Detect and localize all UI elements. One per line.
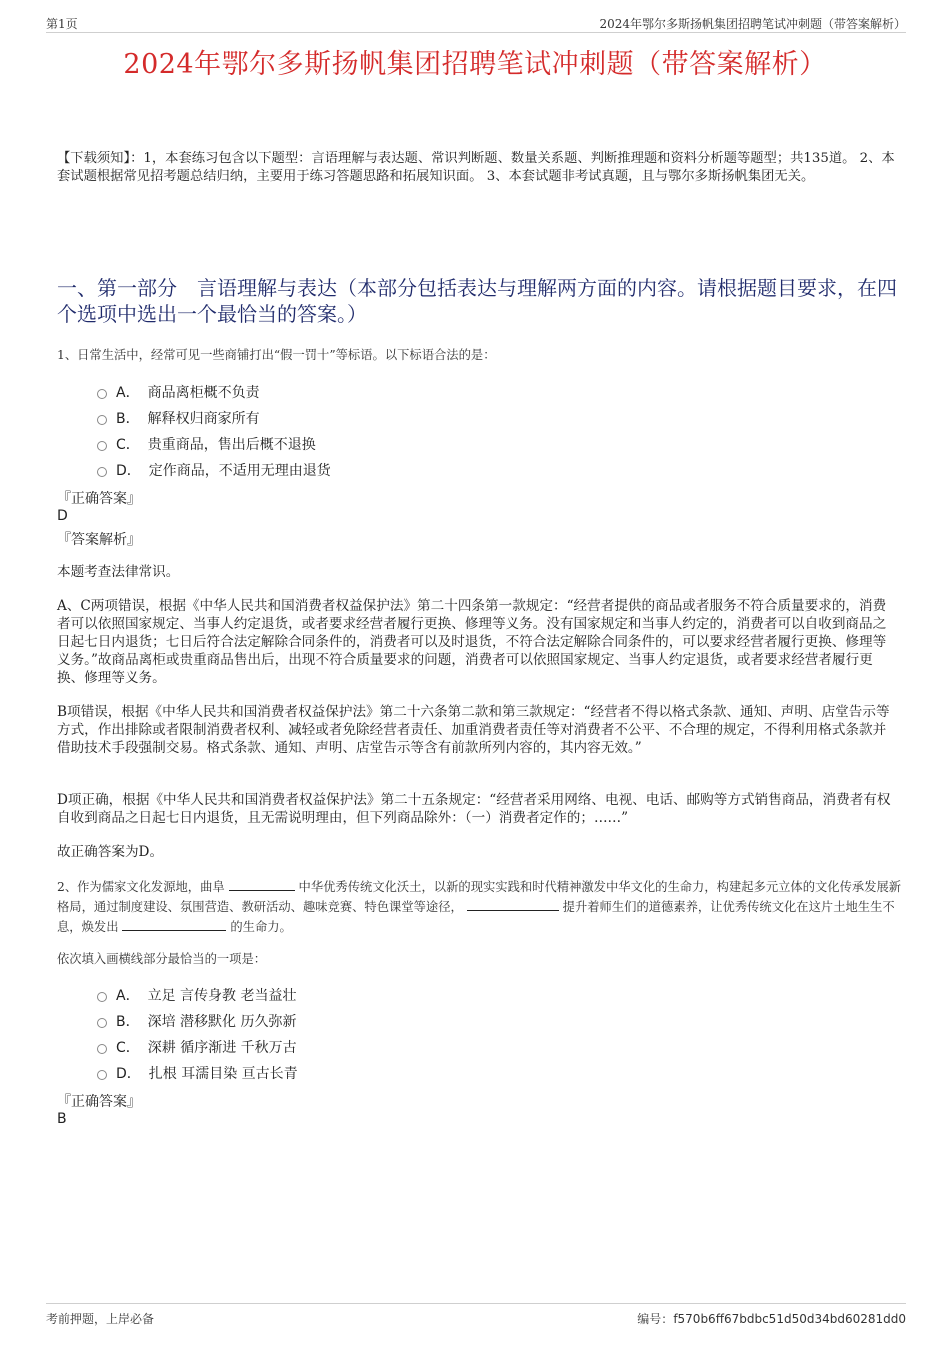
q2-option-d[interactable]: D． 扎根 耳濡目染 亘古长青: [97, 1060, 797, 1086]
document-title: 2024年鄂尔多斯扬帆集团招聘笔试冲刺题（带答案解析）: [123, 49, 827, 80]
fill-blank-1[interactable]: [229, 878, 295, 891]
radio-icon[interactable]: [97, 1018, 107, 1028]
q1-option-d[interactable]: D． 定作商品，不适用无理由退货: [97, 457, 797, 483]
page-header: [46, 12, 906, 33]
radio-icon[interactable]: [97, 441, 107, 451]
q1-analysis-ac: A、C两项错误，根据《中华人民共和国消费者权益保护法》第二十四条第一款规定：“经营者提供的商品或者服务不符合质量要求的，消费者可以依照国家规定、当事人约定退货，或者要求经营者履行更换、修理等义务。没有国家规定和当事人约定的，消费者可以自收到商品之日起七日内退货；七日后符合法定解除合同条件的，消费者可以及时退货，不符合法定解除合同条件的，可以要求经营者履行更换、修理等义务。”故商品离柜或贵重商品售出后，出现不符合质量要求的问题，消费者可以依照国家规定、当事人约定退货，或者要求经营者履行更换、修理等义务。: [57, 598, 887, 686]
radio-icon[interactable]: [97, 992, 107, 1002]
q2-option-c[interactable]: C． 深耕 循序渐进 千秋万古: [97, 1034, 797, 1060]
radio-icon[interactable]: [97, 389, 107, 399]
fill-blank-2[interactable]: [467, 898, 559, 911]
question-1-stem: 1、日常生活中，经常可见一些商铺打出“假一罚十”等标语。以下标语合法的是：: [57, 348, 496, 362]
footer-slogan: 考前押题，上岸必备: [46, 1312, 155, 1326]
page-footer: [46, 1303, 906, 1324]
radio-icon[interactable]: [97, 467, 107, 477]
section-heading: 一、第一部分 言语理解与表达（本部分包括表达与理解两方面的内容。请根据题目要求，在四个选项中选出一个最恰当的答案。）: [57, 276, 897, 326]
q1-analysis-conclusion: 故正确答案为D。: [57, 844, 164, 860]
download-notice: 【下载须知】：1，本套练习包含以下题型：言语理解与表达题、常识判断题、数量关系题、判断推理题和资料分析题等题型；共135道。 2、本套试题根据常见招考题总结归纳，主要用于练习答题思路和拓展知识面。 3、本套试题非考试真题，且与鄂尔多斯扬帆集团无关。: [57, 151, 895, 184]
radio-icon[interactable]: [97, 1044, 107, 1054]
q1-option-b[interactable]: B． 解释权归商家所有: [97, 405, 797, 431]
question-1-options: [97, 379, 797, 483]
q1-analysis-intro: 本题考查法律常识。: [57, 564, 180, 580]
q1-analysis-d: D项正确，根据《中华人民共和国消费者权益保护法》第二十五条规定：“经营者采用网络、电视、电话、邮购等方式销售商品，消费者有权自收到商品之日起七日内退货，且无需说明理由，但下列商品除外：（一）消费者定作的；……”: [57, 792, 891, 826]
question-2-stem: 2、作为儒家文化发源地，曲阜 中华优秀传统文化沃土，以新的现实实践和时代精神激发中华文化的生命力，构建起多元立体的文化传承发展新格局，通过制度建设、氛围营造、教研活动、趣味竞赛、特色课堂等途径， 提升着师生们的道德素养，让优秀传统文化在这片土地生生不息，焕发出 的生命力。: [57, 880, 902, 934]
q1-option-c[interactable]: C． 贵重商品，售出后概不退换: [97, 431, 797, 457]
q2-option-a[interactable]: A． 立足 言传身教 老当益壮: [97, 982, 797, 1008]
q2-answer: B: [57, 1111, 67, 1127]
correct-answer-label: 『正确答案』: [57, 491, 141, 507]
analysis-label: 『答案解析』: [57, 532, 141, 548]
correct-answer-label-2: 『正确答案』: [57, 1094, 141, 1110]
question-2-instruction: 依次填入画横线部分最恰当的一项是：: [57, 952, 267, 966]
radio-icon[interactable]: [97, 415, 107, 425]
running-title: 2024年鄂尔多斯扬帆集团招聘笔试冲刺题（带答案解析）: [599, 17, 906, 31]
page-number: 第1页: [46, 17, 78, 31]
q2-option-b[interactable]: B． 深培 潜移默化 历久弥新: [97, 1008, 797, 1034]
radio-icon[interactable]: [97, 1070, 107, 1080]
fill-blank-3[interactable]: [122, 918, 226, 931]
question-2-options: [97, 982, 797, 1086]
document-code: 编号：f570b6ff67bdbc51d50d34bd60281dd0: [637, 1312, 906, 1326]
q1-option-a[interactable]: A． 商品离柜概不负责: [97, 379, 797, 405]
q1-analysis-b: B项错误，根据《中华人民共和国消费者权益保护法》第二十六条第二款和第三款规定：“经营者不得以格式条款、通知、声明、店堂告示等方式，作出排除或者限制消费者权利、减轻或者免除经营者责任、加重消费者责任等对消费者不公平、不合理的规定，不得利用格式条款并借助技术手段强制交易。格式条款、通知、声明、店堂告示等含有前款所列内容的，其内容无效。”: [57, 704, 890, 756]
q1-answer: D: [57, 508, 68, 524]
